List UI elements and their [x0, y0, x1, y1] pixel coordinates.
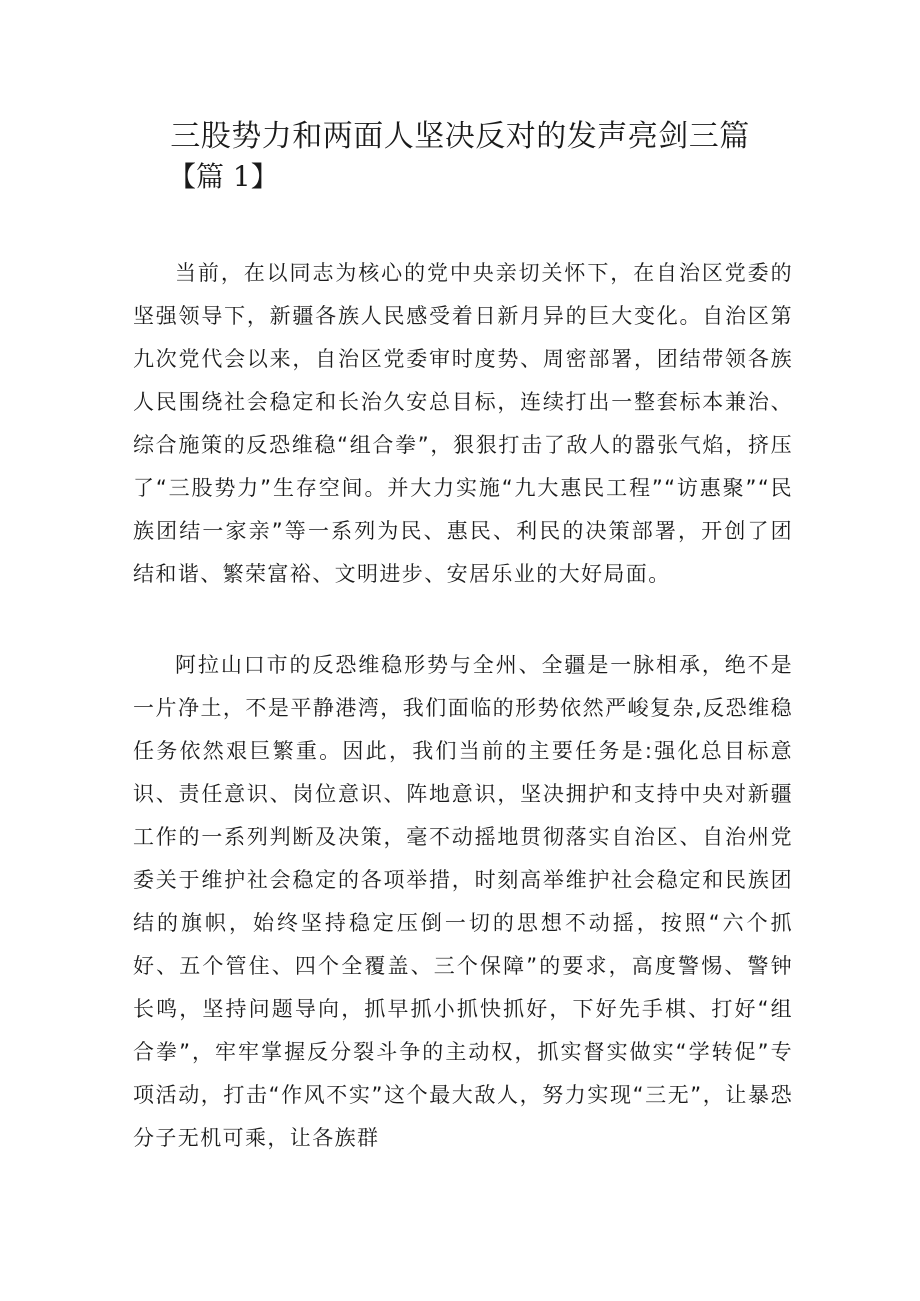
body-paragraph-1: 当前，在以同志为核心的党中央亲切关怀下，在自治区党委的坚强领导下，新疆各族人民感受着日新月异的巨大变化。自治区第九次党代会以来，自治区党委审时度势、周密部署，团结带领各族人民围绕社会稳定和长治久安总目标，连续打出一整套标本兼治、综合施策的反恐维稳“组合拳”，狠狠打击了敌人的嚣张气焰，挤压了“三股势力”生存空间。并大力实施“九大惠民工程”“访惠聚”“民族团结一家亲”等一系列为民、惠民、利民的决策部署，开创了团结和谐、繁荣富裕、文明进步、安居乐业的大好局面。 [133, 261, 793, 586]
body-paragraph-2: 阿拉山口市的反恐维稳形势与全州、全疆是一脉相承，绝不是一片净土，不是平静港湾，我们面临的形势依然严峻复杂,反恐维稳任务依然艰巨繁重。因此，我们当前的主要任务是:强化总目标意识、责任意识、岗位意识、阵地意识，坚决拥护和支持中央对新疆工作的一系列判断及决策，毫不动摇地贯彻落实自治区、自治州党委关于维护社会稳定的各项举措，时刻高举维护社会稳定和民族团结的旗帜，始终坚持稳定压倒一切的思想不动摇，按照“六个抓好、五个管住、四个全覆盖、三个保障”的要求，高度警惕、警钟长鸣，坚持问题导向，抓早抓小抓快抓好，下好先手棋、打好“组合拳”，牢牢掌握反分裂斗争的主动权，抓实督实做实“学转促”专项活动，打击“作风不实”这个最大敌人，努力实现“三无”，让暴恐分子无机可乘，让各族群 [133, 653, 793, 1150]
section-heading: 【篇 1】 [168, 160, 279, 193]
document-title: 三股势力和两面人坚决反对的发声亮剑三篇 [170, 119, 750, 154]
